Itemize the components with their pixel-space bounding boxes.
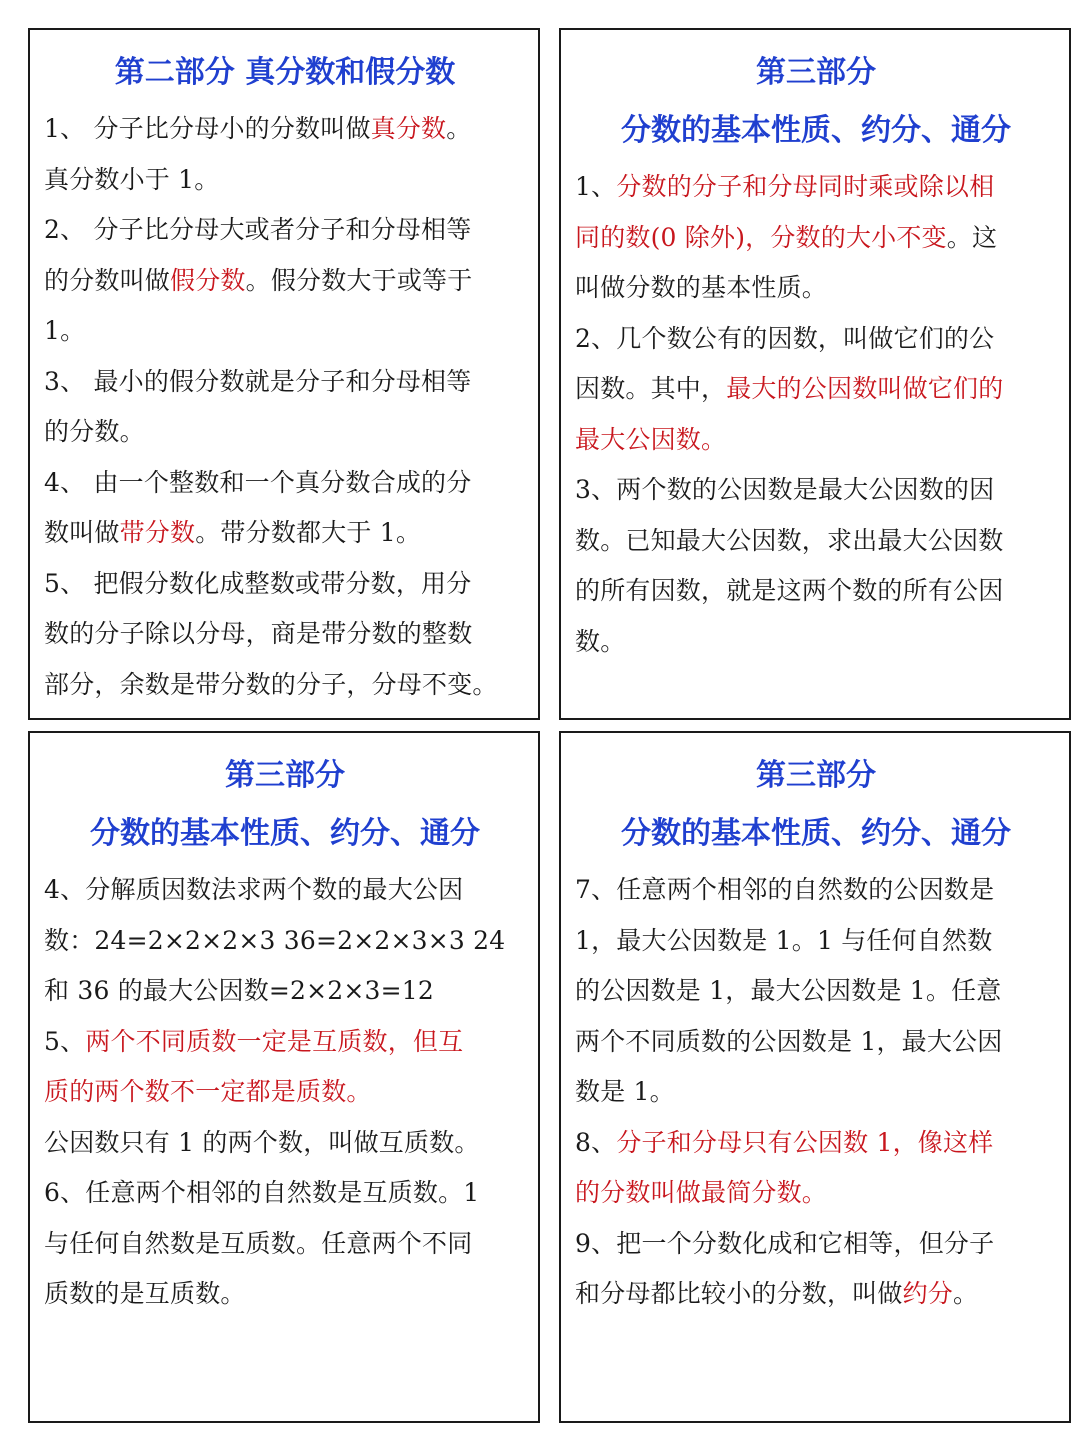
- card-body: [575, 162, 1057, 667]
- text-line: [575, 314, 1057, 365]
- body-text: 的分数。: [44, 417, 145, 446]
- text-line: [44, 256, 526, 307]
- text-line: [575, 916, 1057, 967]
- card-fraction-properties-1: [559, 28, 1071, 720]
- text-line: [44, 609, 526, 660]
- card-subtitle: 分数的基本性质、约分、通分: [621, 113, 1011, 148]
- text-line: [44, 1168, 526, 1219]
- body-text: 与任何自然数是互质数。任意两个不同: [44, 1228, 473, 1258]
- text-line: [575, 1168, 1057, 1219]
- text-line: [44, 559, 526, 610]
- body-text: 真分数小于 1。: [44, 164, 220, 194]
- body-text: 9、把一个分数化成和它相等，但分子: [575, 1228, 995, 1258]
- highlight-text: 最大的公因数叫做它们的: [726, 374, 1004, 403]
- body-text: 两个不同质数的公因数是 1，最大公因: [575, 1026, 1003, 1056]
- text-line: [44, 916, 526, 967]
- card-title: 第三部分: [756, 55, 876, 90]
- body-text: 。带分数都大于 1。: [195, 518, 422, 547]
- body-text: 的分数叫做: [44, 265, 171, 295]
- highlight-text: 两个不同质数一定是互质数，但互: [85, 1026, 464, 1056]
- body-text: 和 36 的最大公因数=2×2×3=12: [44, 976, 435, 1005]
- card-subtitle: 分数的基本性质、约分、通分: [621, 816, 1011, 851]
- card-body: [575, 865, 1057, 1320]
- highlight-text: 的分数叫做最简分数。: [575, 1178, 828, 1207]
- body-text: 3、 最小的假分数就是分子和分母相等: [44, 366, 472, 396]
- body-text: 7、任意两个相邻的自然数的公因数是: [575, 875, 995, 904]
- body-text: 8、: [575, 1127, 617, 1157]
- text-line: [575, 162, 1057, 213]
- text-line: [575, 213, 1057, 264]
- card-body: [44, 865, 526, 1320]
- text-line: [575, 1219, 1057, 1270]
- body-text: 2、几个数公有的因数，叫做它们的公: [575, 323, 995, 353]
- body-text: 数叫做: [44, 518, 120, 547]
- text-line: [575, 1118, 1057, 1169]
- body-text: 因数。其中，: [575, 374, 727, 403]
- body-text: 数是 1。: [575, 1077, 675, 1106]
- highlight-text: 假分数: [170, 265, 246, 295]
- body-text: 公因数只有 1 的两个数，叫做互质数。: [44, 1127, 480, 1157]
- highlight-text: 同的数(0 除外)，分数的大小不变: [575, 222, 947, 252]
- body-text: 数的分子除以分母，商是带分数的整数: [44, 619, 473, 648]
- text-line: [44, 357, 526, 408]
- text-line: [44, 865, 526, 916]
- highlight-text: 分子和分母只有公因数 1，像这样: [616, 1127, 994, 1157]
- text-line: [575, 617, 1057, 668]
- text-line: [44, 1118, 526, 1169]
- text-line: [44, 205, 526, 256]
- text-line: [44, 1269, 526, 1320]
- text-line: [575, 516, 1057, 567]
- card-fraction-properties-3: [559, 731, 1071, 1423]
- body-text: 。这: [946, 222, 998, 252]
- highlight-text: 真分数: [370, 114, 447, 143]
- text-line: [44, 458, 526, 509]
- body-text: 1，最大公因数是 1。1 与任何自然数: [575, 925, 993, 955]
- text-line: [44, 155, 526, 206]
- text-line: [44, 1219, 526, 1270]
- body-text: 6、任意两个相邻的自然数是互质数。1: [44, 1178, 480, 1207]
- body-text: 3、两个数的公因数是最大公因数的因: [575, 475, 995, 504]
- text-line: [575, 364, 1057, 415]
- body-text: 。: [446, 114, 472, 143]
- text-line: [575, 465, 1057, 516]
- text-line: [575, 966, 1057, 1017]
- highlight-text: 带分数: [119, 518, 196, 547]
- text-line: [44, 407, 526, 458]
- card-title: 第三部分: [756, 758, 876, 793]
- body-text: 5、: [44, 1026, 86, 1056]
- text-line: [575, 1017, 1057, 1068]
- body-text: 部分，余数是带分数的分子，分母不变。: [44, 669, 498, 699]
- highlight-text: 分数的分子和分母同时乘或除以相: [616, 172, 995, 201]
- body-text: 4、分解质因数法求两个数的最大公因: [44, 875, 464, 904]
- text-line: [44, 104, 526, 155]
- body-text: 叫做分数的基本性质。: [575, 273, 828, 302]
- highlight-text: 最大公因数。: [575, 424, 727, 454]
- text-line: [575, 263, 1057, 314]
- body-text: 1。: [44, 316, 86, 345]
- text-line: [44, 306, 526, 357]
- text-line: [44, 1017, 526, 1068]
- text-line: [44, 508, 526, 559]
- body-text: 2、 分子比分母大或者分子和分母相等: [44, 215, 472, 244]
- text-line: [44, 660, 526, 711]
- body-text: 。假分数大于或等于: [245, 265, 473, 295]
- highlight-text: 质的两个数不一定都是质数。: [44, 1077, 372, 1106]
- body-text: 1、: [575, 172, 617, 201]
- text-line: [575, 1067, 1057, 1118]
- text-line: [575, 415, 1057, 466]
- body-text: 数。: [575, 626, 626, 656]
- body-text: 5、 把假分数化成整数或带分数，用分: [44, 568, 472, 598]
- body-text: 。: [953, 1279, 979, 1308]
- text-line: [575, 865, 1057, 916]
- body-text: 数：24=2×2×2×3 36=2×2×3×3 24: [44, 925, 506, 955]
- body-text: 的所有因数，就是这两个数的所有公因: [575, 576, 1004, 605]
- body-text: 4、 由一个整数和一个真分数合成的分: [44, 467, 472, 497]
- text-line: [44, 966, 526, 1017]
- card-subtitle: 分数的基本性质、约分、通分: [90, 816, 480, 851]
- text-line: [575, 566, 1057, 617]
- highlight-text: 约分: [902, 1279, 954, 1308]
- body-text: 和分母都比较小的分数，叫做: [575, 1279, 903, 1308]
- body-text: 的公因数是 1，最大公因数是 1。任意: [575, 976, 1002, 1005]
- card-fraction-properties-2: [28, 731, 540, 1423]
- body-text: 数。已知最大公因数，求出最大公因数: [575, 525, 1004, 555]
- card-body: [44, 104, 526, 710]
- text-line: [575, 1269, 1057, 1320]
- card-title: 第二部分 真分数和假分数: [114, 55, 456, 90]
- card-proper-improper-fractions: [28, 28, 540, 720]
- text-line: [44, 1067, 526, 1118]
- body-text: 质数的是互质数。: [44, 1279, 246, 1308]
- body-text: 1、 分子比分母小的分数叫做: [44, 114, 371, 143]
- card-title: 第三部分: [225, 758, 345, 793]
